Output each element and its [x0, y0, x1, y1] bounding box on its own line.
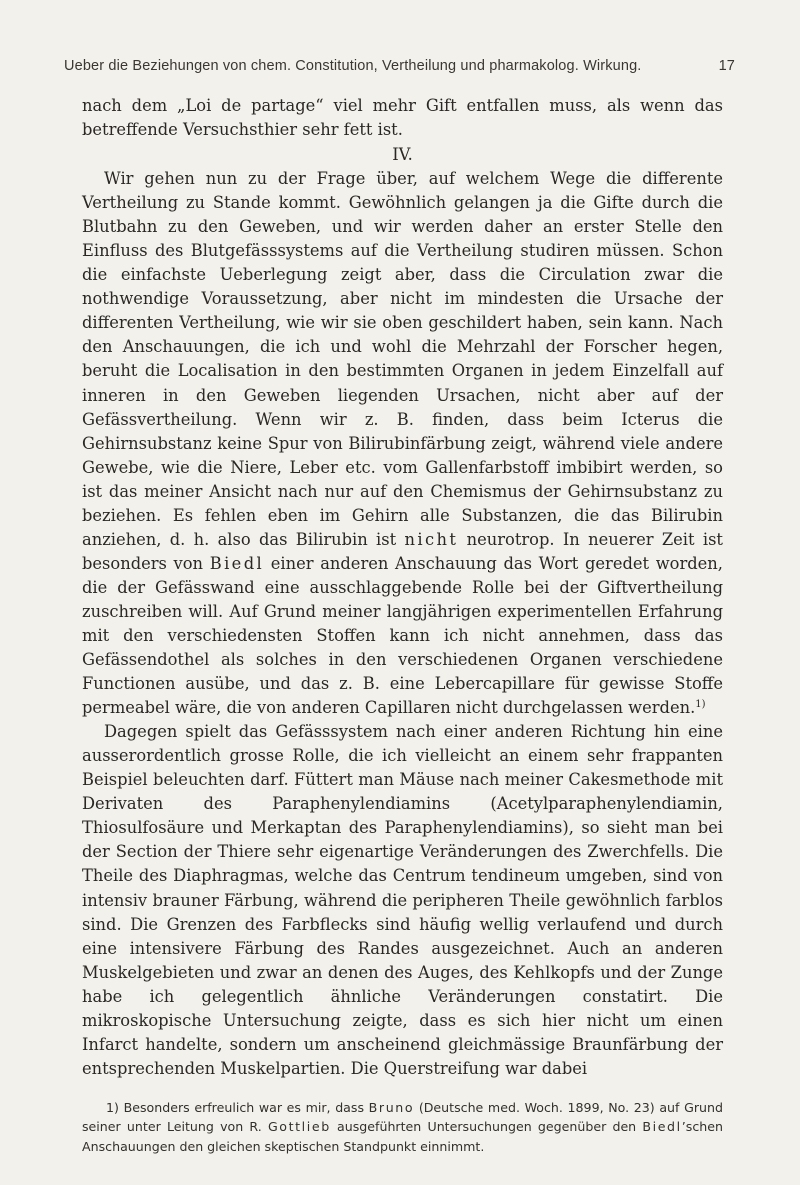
author-name-biedl: Biedl [209, 553, 265, 573]
paragraph-2-text-1: Wir gehen nun zu der Frage über, auf welchem Wege die differente Vertheilung zu Stande kommt. Gewöhnlich gelangen ja die Gifte durch die Blutbahn zu den Geweben, und wir werden daher an erster Stelle den Einfluss des Blutgefässsystems auf die Vertheilung studiren müssen. Schon die einfachste Ueberlegung zeigt aber, dass die Circulation zwar die nothwendige Voraussetzung, aber nicht im mindesten die Ursache der differenten Vertheilung, wie wir sie oben geschildert haben, sein kann. Nach den Anschauungen, die ich und wohl die Mehrzahl der Forscher hegen, beruht die Localisation in den bestimmten Organen in jedem Einzelfall auf inneren in den Geweben liegenden Ursachen, nicht aber auf der Gefässvertheilung. Wenn wir z. B. finden, dass beim Icterus die Gehirnsubstanz keine Spur von Bilirubinfärbung zeigt, während viele andere Gewebe, wie die Niere, Leber etc. vom Gallenfarbstoff imbibirt werden, so ist das meiner Ansicht nach nur auf den Chemismus der Gehirnsubstanz zu beziehen. Es fehlen eben im Gehirn alle Substanzen, die das Bilirubin anziehen, d. h. also das Bilirubin ist [82, 169, 723, 549]
body-text [82, 94, 723, 1081]
running-head-title: Ueber die Beziehungen von chem. Constitution, Vertheilung und pharmakolog. Wirkung. [64, 58, 642, 74]
author-name-bruno: Bruno [368, 1099, 415, 1115]
author-name-biedl-footnote: Biedl [642, 1119, 682, 1135]
running-head [64, 58, 735, 80]
paragraph-3: Dagegen spielt das Gefässsystem nach einer anderen Richtung hin eine ausserordentlich grosse Rolle, die ich vielleicht an einem sehr frappanten Beispiel beleuchten darf. Füttert man Mäuse nach meiner Cakesmethode mit Derivaten des Paraphenylendiamins (Acetylparaphenylendiamin, Thiosulfosäure und Merkaptan des Paraphenylendiamins), so sieht man bei der Section der Thiere sehr eigenartige Veränderungen des Zwerchfells. Die Theile des Diaphragmas, welche das Centrum tendineum umgeben, sind von intensiv brauner Färbung, während die peripheren Theile gewöhnlich farblos sind. Die Grenzen des Farbflecks sind häufig wellig verlaufend und durch eine intensivere Färbung des Randes ausgezeichnet. Auch an anderen Muskelgebieten und zwar an denen des Auges, des Kehlkopfs und der Zunge habe ich gelegentlich ähnliche Veränderungen constatirt. Die mikroskopische Untersuchung zeigte, dass es sich hier nicht um einen Infarct handelte, sondern um anscheinend gleichmässige Braunfärbung der entsprechenden Muskelpartien. Die Querstreifung war dabei [82, 722, 723, 1078]
page-number: 17 [718, 58, 735, 74]
footnote-text-1: Besonders erfreulich war es mir, dass [123, 1099, 365, 1115]
section-heading: IV. [392, 145, 413, 165]
footnote-text-4: ’schen Anschauungen den gleichen skeptischen Standpunkt einnimmt. [82, 1119, 723, 1154]
book-page [64, 58, 735, 1156]
paragraph-2-text-3: einer anderen Anschauung das Wort geredet worden, die der Gefässwand eine ausschlaggebende Rolle bei der Giftvertheilung zuschreiben will. Auf Grund meiner langjährigen experimentellen Erfahrung mit den verschiedensten Stoffen kann ich nicht annehmen, dass das Gefässendothel als solches in den verschiedenen Organen verschiedene Functionen ausübe, und das z. B. eine Lebercapillare für gewisse Stoffe permeabel wäre, die von anderen Capillaren nicht durchgelassen werden. [82, 553, 723, 718]
footnote-marker: 1) [106, 1099, 119, 1115]
emphasis-nicht: nicht [404, 529, 459, 549]
author-name-gottlieb: Gottlieb [267, 1119, 331, 1135]
footnote-text-3: ausgeführten Untersuchungen gegenüber den [337, 1119, 637, 1135]
paragraph-2-text-2: neurotrop. In neuerer Zeit ist besonders von [82, 529, 723, 573]
footnote [82, 1098, 723, 1156]
footnote-reference[interactable]: 1) [695, 699, 706, 711]
paragraph-2 [82, 167, 723, 720]
paragraph-1: nach dem „Loi de partage“ viel mehr Gift entfallen muss, als wenn das betreffende Versuchsthier sehr fett ist. [82, 96, 723, 140]
footnote-text-2: (Deutsche med. Woch. 1899, No. 23) auf Grund seiner unter Leitung von R. [82, 1099, 723, 1135]
